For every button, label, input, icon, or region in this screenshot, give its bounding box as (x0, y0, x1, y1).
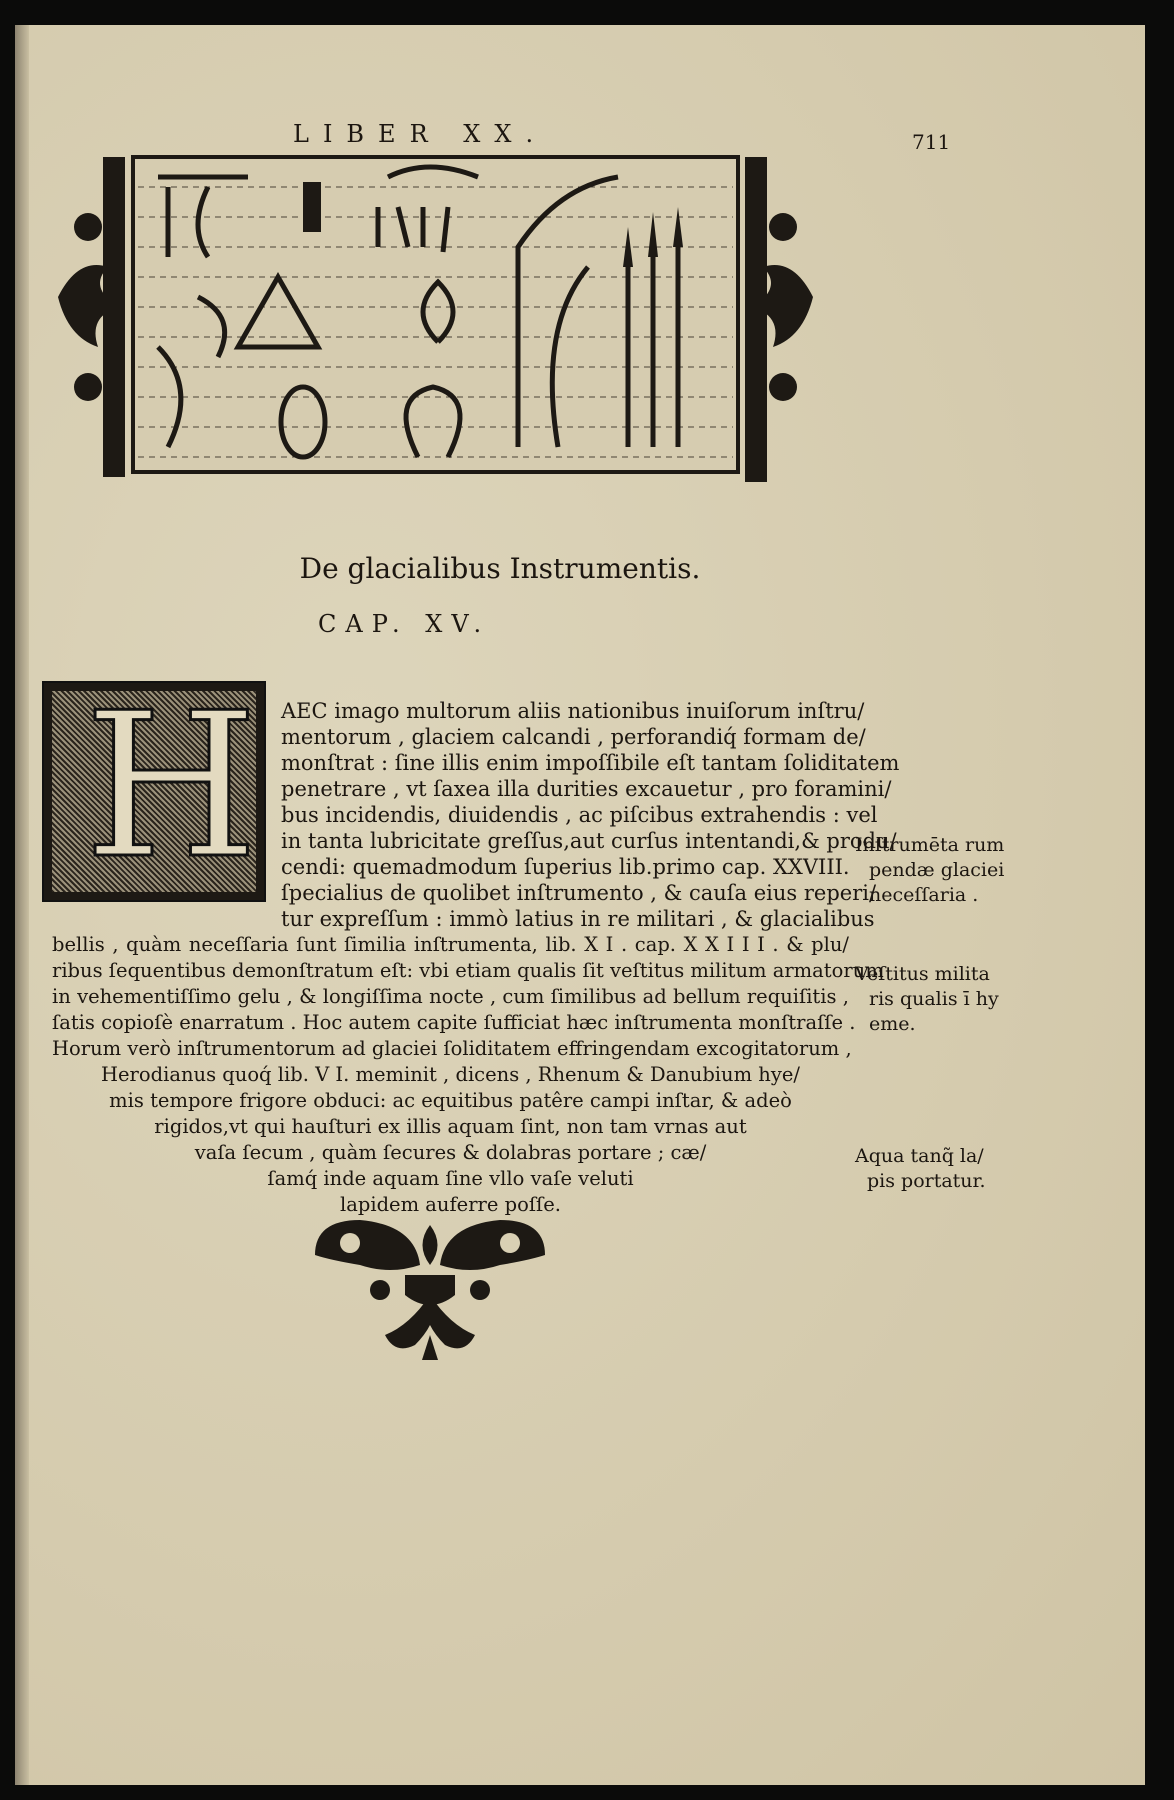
text-line: ribus ſequentibus demonſtratum eſt: vbi etiam qualis ſit veſtitus militum armatorum (52, 959, 884, 982)
page-number: 711 (912, 130, 951, 154)
chapter-title: De glacialibus Instrumentis. (299, 552, 701, 585)
marginal-line: eme. (869, 1013, 916, 1035)
marginal-line: pis portatur. (867, 1170, 986, 1192)
text-line: monſtrat : ſine illis enim impoſſibile eſt tantam ſoliditatem (281, 751, 900, 775)
text-line: Horum verò inſtrumentorum ad glaciei ſoliditatem effringendam excogitatorum , (52, 1037, 852, 1060)
running-title: LIBER XX. (293, 120, 548, 148)
text-line: mis tempore frigore obduci: ac equitibus patêre campi inſtar, & adeò (109, 1089, 792, 1112)
text-line: mentorum , glaciem calcandi , perforandiq́ formam de/ (281, 725, 866, 749)
historiated-initial-h: H (42, 681, 266, 902)
text-line: tur expreſſum : immò latius in re militari , & glacialibus (281, 907, 875, 931)
text-line: rigidos,vt qui hauſturi ex illis aquam ſint, non tam vrnas aut (154, 1115, 747, 1138)
marginal-line: ris qualis ī hy (869, 988, 999, 1010)
marginal-note-water (855, 1144, 986, 1194)
chapter-number: CAP. XV. (318, 610, 491, 638)
text-line: bus incidendis, diuidendis , ac piſcibus extrahendis : vel (281, 803, 878, 827)
text-line: penetrare , vt ſaxea illa durities excauetur , pro foramini/ (281, 777, 892, 801)
text-line: cendi: quemadmodum ſuperius lib.primo cap. XXVIII. (281, 855, 850, 879)
marginal-line: Aqua tanq̃ la/ (855, 1145, 984, 1167)
marginal-line: Veſtitus milita (855, 963, 990, 985)
body-text-tapered (52, 1062, 849, 1218)
body-text-full (52, 932, 884, 1062)
page-gutter (15, 25, 29, 1785)
text-line: Herodianus quoq́ lib. V I. meminit , dicens , Rhenum & Danubium hye/ (101, 1063, 800, 1086)
marginal-line: pendæ glaciei (869, 859, 1005, 881)
marginal-line: neceſſaria . (869, 884, 979, 906)
text-line: bellis , quàm neceſſaria ſunt ſimilia inſtrumenta, lib. X I . cap. X X I I I . & plu/ (52, 933, 849, 956)
marginal-note-clothing (855, 962, 999, 1037)
text-line: AEC imago multorum aliis nationibus inuiſorum inſtru/ (281, 699, 865, 723)
marginal-note-instruments (855, 833, 1004, 908)
text-line: vaſa ſecum , quàm ſecures & dolabras portare ; cæ/ (194, 1141, 707, 1164)
fleuron-ornament (295, 1215, 565, 1365)
text-line: in vehementiſſimo gelu , & longiſſima nocte , cum ſimilibus ad bellum requiſitis , (52, 985, 849, 1008)
woodcut-ice-instruments-illustration (48, 147, 823, 532)
text-line: ſpecialius de quolibet inſtrumento , & cauſa eius reperi/ (281, 881, 877, 905)
text-line: in tanta lubricitate greſſus,aut curſus intentandi,& produ/ (281, 829, 897, 853)
body-text-indented (281, 698, 900, 932)
text-line: lapidem auferre poſſe. (339, 1193, 561, 1216)
text-line: ſamq́ inde aquam ſine vllo vaſe veluti (267, 1167, 634, 1190)
text-line: ſatis copioſè enarratum . Hoc autem capite ſufficiat hæc inſtrumenta monſtraſſe . (52, 1011, 856, 1034)
marginal-line: Inſtrumēta rum (855, 834, 1005, 856)
